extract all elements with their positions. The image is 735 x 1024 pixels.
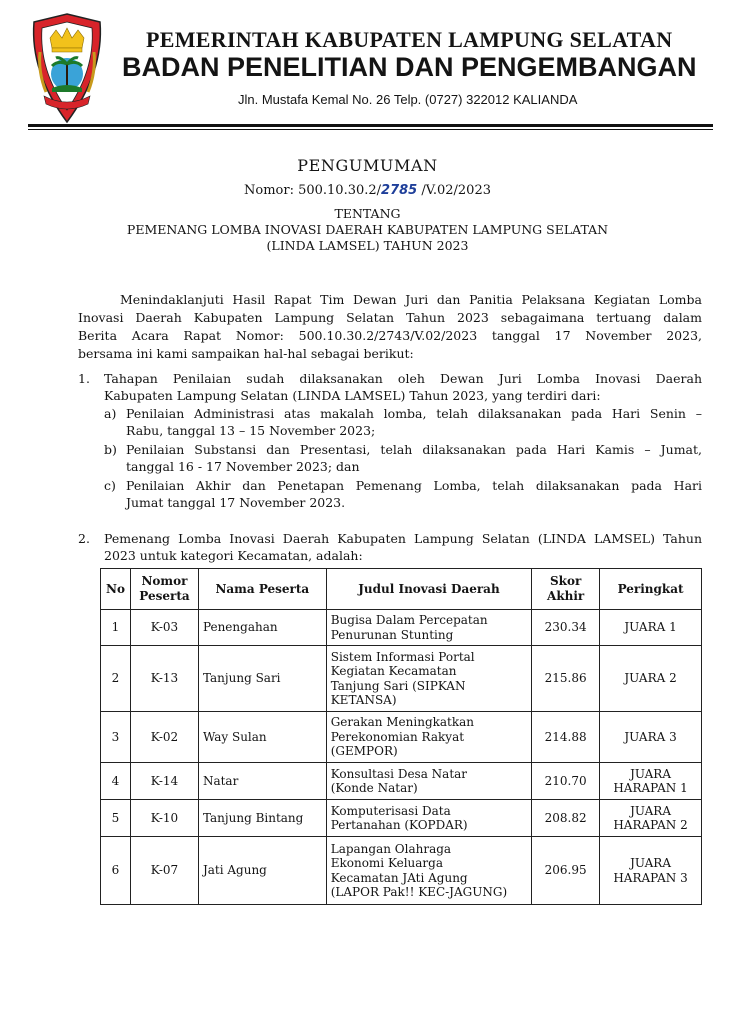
point1-c-line-1: Penilaian Akhir dan Penetapan Pemenang Lomba, telah dilaksanakan pada Hari bbox=[126, 478, 702, 493]
cell-no: 1 bbox=[101, 610, 131, 646]
cell-peringkat bbox=[600, 763, 702, 800]
nomor-handwritten: 2785 bbox=[381, 183, 418, 198]
table-row bbox=[101, 610, 702, 646]
cell-nomor: K-14 bbox=[130, 763, 198, 800]
peringkat-line: JUARA bbox=[630, 856, 671, 870]
judul-line: Ekonomi Keluarga bbox=[330, 856, 443, 870]
letterhead-address: Jln. Mustafa Kemal No. 26 Telp. (0727) 322012 KALIANDA bbox=[238, 92, 578, 107]
cell-skor: 230.34 bbox=[532, 610, 600, 646]
point2-number: 2. bbox=[78, 531, 90, 546]
cell-no: 6 bbox=[101, 837, 131, 905]
cell-skor: 206.95 bbox=[532, 837, 600, 905]
intro-line-3: Berita Acara Rapat Nomor: 500.10.30.2/2743/V.02/2023 tanggal 17 November 2023, bbox=[78, 328, 702, 343]
cell-nama: Jati Agung bbox=[198, 837, 326, 905]
cell-judul bbox=[326, 712, 531, 763]
nomor-suffix: /V.02/2023 bbox=[421, 183, 491, 198]
cell-skor: 215.86 bbox=[532, 646, 600, 712]
judul-line: Tanjung Sari (SIPKAN bbox=[330, 678, 466, 693]
regency-seal-logo bbox=[28, 12, 106, 126]
announcement-subject-line1: PEMENANG LOMBA INOVASI DAERAH KABUPATEN LAMPUNG SELATAN bbox=[126, 222, 609, 237]
nomor-prefix: Nomor: 500.10.30.2/ bbox=[244, 183, 382, 198]
cell-no: 3 bbox=[101, 712, 131, 763]
judul-line: Kegiatan Kecamatan bbox=[330, 664, 457, 678]
cell-skor: 210.70 bbox=[532, 763, 600, 800]
cell-no: 5 bbox=[101, 800, 131, 837]
table-row bbox=[101, 800, 702, 837]
col-header-judul: Judul Inovasi Daerah bbox=[326, 569, 531, 610]
judul-line: Gerakan Meningkatkan bbox=[330, 715, 475, 730]
judul-line: Sistem Informasi Portal bbox=[330, 649, 475, 664]
point1-line-2: Kabupaten Lampung Selatan (LINDA LAMSEL) Tahun 2023, yang terdiri dari: bbox=[104, 388, 601, 403]
col-header-skor-line1: Skor bbox=[549, 574, 582, 588]
peringkat-line: HARAPAN 1 bbox=[613, 781, 688, 795]
letterhead-rule-thin bbox=[28, 129, 713, 130]
col-header-nama-peserta: Nama Peserta bbox=[198, 569, 326, 610]
cell-skor: 208.82 bbox=[532, 800, 600, 837]
judul-line: Konsultasi Desa Natar bbox=[330, 766, 468, 781]
table-row bbox=[101, 712, 702, 763]
cell-nomor: K-10 bbox=[130, 800, 198, 837]
judul-line: Pertanahan (KOPDAR) bbox=[330, 818, 468, 832]
point1-line-1: Tahapan Penilaian sudah dilaksanakan oleh Dewan Juri Lomba Inovasi Daerah bbox=[104, 371, 702, 386]
cell-skor: 214.88 bbox=[532, 712, 600, 763]
table-row bbox=[101, 763, 702, 800]
judul-line: Penurunan Stunting bbox=[330, 627, 454, 642]
judul-line: (Konde Natar) bbox=[330, 781, 418, 795]
cell-nomor: K-07 bbox=[130, 837, 198, 905]
table-row bbox=[101, 837, 702, 905]
col-header-skor bbox=[532, 569, 600, 610]
point2-line-1: Pemenang Lomba Inovasi Daerah Kabupaten Lampung Selatan (LINDA LAMSEL) Tahun bbox=[104, 531, 702, 546]
cell-nama: Tanjung Sari bbox=[198, 646, 326, 712]
cell-nomor: K-02 bbox=[130, 712, 198, 763]
cell-peringkat bbox=[600, 837, 702, 905]
cell-peringkat: JUARA 3 bbox=[600, 712, 702, 763]
intro-line-4: bersama ini kami sampaikan hal-hal sebagai berikut: bbox=[78, 346, 414, 361]
peringkat-line: JUARA bbox=[630, 803, 671, 818]
judul-line: Komputerisasi Data bbox=[330, 803, 451, 818]
cell-peringkat bbox=[600, 800, 702, 837]
point1-b-label: b) bbox=[104, 442, 117, 457]
point2-line-2: 2023 untuk kategori Kecamatan, adalah: bbox=[104, 548, 363, 563]
winners-table bbox=[100, 568, 702, 905]
judul-line: Kecamatan JAti Agung bbox=[330, 870, 468, 885]
judul-line: (GEMPOR) bbox=[330, 744, 398, 759]
judul-line: Lapangan Olahraga bbox=[330, 841, 452, 856]
cell-nomor: K-13 bbox=[130, 646, 198, 712]
announcement-tentang: TENTANG bbox=[334, 206, 401, 221]
cell-judul bbox=[326, 610, 531, 646]
point1-a-line-2: Rabu, tanggal 13 – 15 November 2023; bbox=[126, 423, 376, 438]
cell-nama: Penengahan bbox=[198, 610, 326, 646]
col-header-nomor-line2: Peserta bbox=[139, 589, 190, 603]
peringkat-line: HARAPAN 2 bbox=[613, 818, 688, 832]
peringkat-line: HARAPAN 3 bbox=[613, 870, 688, 885]
announcement-number bbox=[0, 183, 735, 198]
cell-judul bbox=[326, 837, 531, 905]
point1-b-line-1: Penilaian Substansi dan Presentasi, telah dilaksanakan pada Hari Kamis – Jumat, bbox=[126, 442, 702, 457]
point1-number: 1. bbox=[78, 371, 90, 386]
cell-no: 2 bbox=[101, 646, 131, 712]
judul-line: Bugisa Dalam Percepatan bbox=[330, 613, 488, 627]
cell-peringkat: JUARA 2 bbox=[600, 646, 702, 712]
col-header-no: No bbox=[101, 569, 131, 610]
intro-line-1: Menindaklanjuti Hasil Rapat Tim Dewan Juri dan Panitia Pelaksana Kegiatan Lomba bbox=[120, 292, 702, 307]
judul-line: (LAPOR Pak!! KEC-JAGUNG) bbox=[330, 885, 508, 899]
point1-a-label: a) bbox=[104, 406, 117, 421]
cell-no: 4 bbox=[101, 763, 131, 800]
cell-judul bbox=[326, 800, 531, 837]
col-header-peringkat: Peringkat bbox=[600, 569, 702, 610]
point1-b-line-2: tanggal 16 - 17 November 2023; dan bbox=[126, 459, 360, 474]
point1-a-line-1: Penilaian Administrasi atas makalah lomba, telah dilaksanakan pada Hari Senin – bbox=[126, 406, 702, 421]
letterhead-government: PEMERINTAH KABUPATEN LAMPUNG SELATAN bbox=[146, 27, 673, 52]
peringkat-line: JUARA bbox=[630, 766, 671, 781]
table-header-row bbox=[101, 569, 702, 610]
col-header-nomor-peserta bbox=[130, 569, 198, 610]
judul-line: Perekonomian Rakyat bbox=[330, 729, 465, 744]
table-row bbox=[101, 646, 702, 712]
cell-judul bbox=[326, 763, 531, 800]
col-header-skor-line2: Akhir bbox=[547, 589, 585, 603]
cell-nama: Natar bbox=[198, 763, 326, 800]
cell-nomor: K-03 bbox=[130, 610, 198, 646]
cell-nama: Tanjung Bintang bbox=[198, 800, 326, 837]
cell-judul bbox=[326, 646, 531, 712]
point1-c-label: c) bbox=[104, 478, 116, 493]
cell-peringkat: JUARA 1 bbox=[600, 610, 702, 646]
announcement-subject-line2: (LINDA LAMSEL) TAHUN 2023 bbox=[266, 238, 469, 253]
letterhead-rule-thick bbox=[28, 124, 713, 127]
col-header-nomor-line1: Nomor bbox=[141, 574, 188, 588]
cell-nama: Way Sulan bbox=[198, 712, 326, 763]
judul-line: KETANSA) bbox=[330, 693, 397, 707]
letterhead-agency: BADAN PENELITIAN DAN PENGEMBANGAN bbox=[122, 52, 697, 82]
intro-line-2: Inovasi Daerah Kabupaten Lampung Selatan Tahun 2023 sebagaimana tertuang dalam bbox=[78, 310, 702, 325]
announcement-heading: PENGUMUMAN bbox=[297, 156, 438, 175]
point1-c-line-2: Jumat tanggal 17 November 2023. bbox=[126, 495, 346, 510]
